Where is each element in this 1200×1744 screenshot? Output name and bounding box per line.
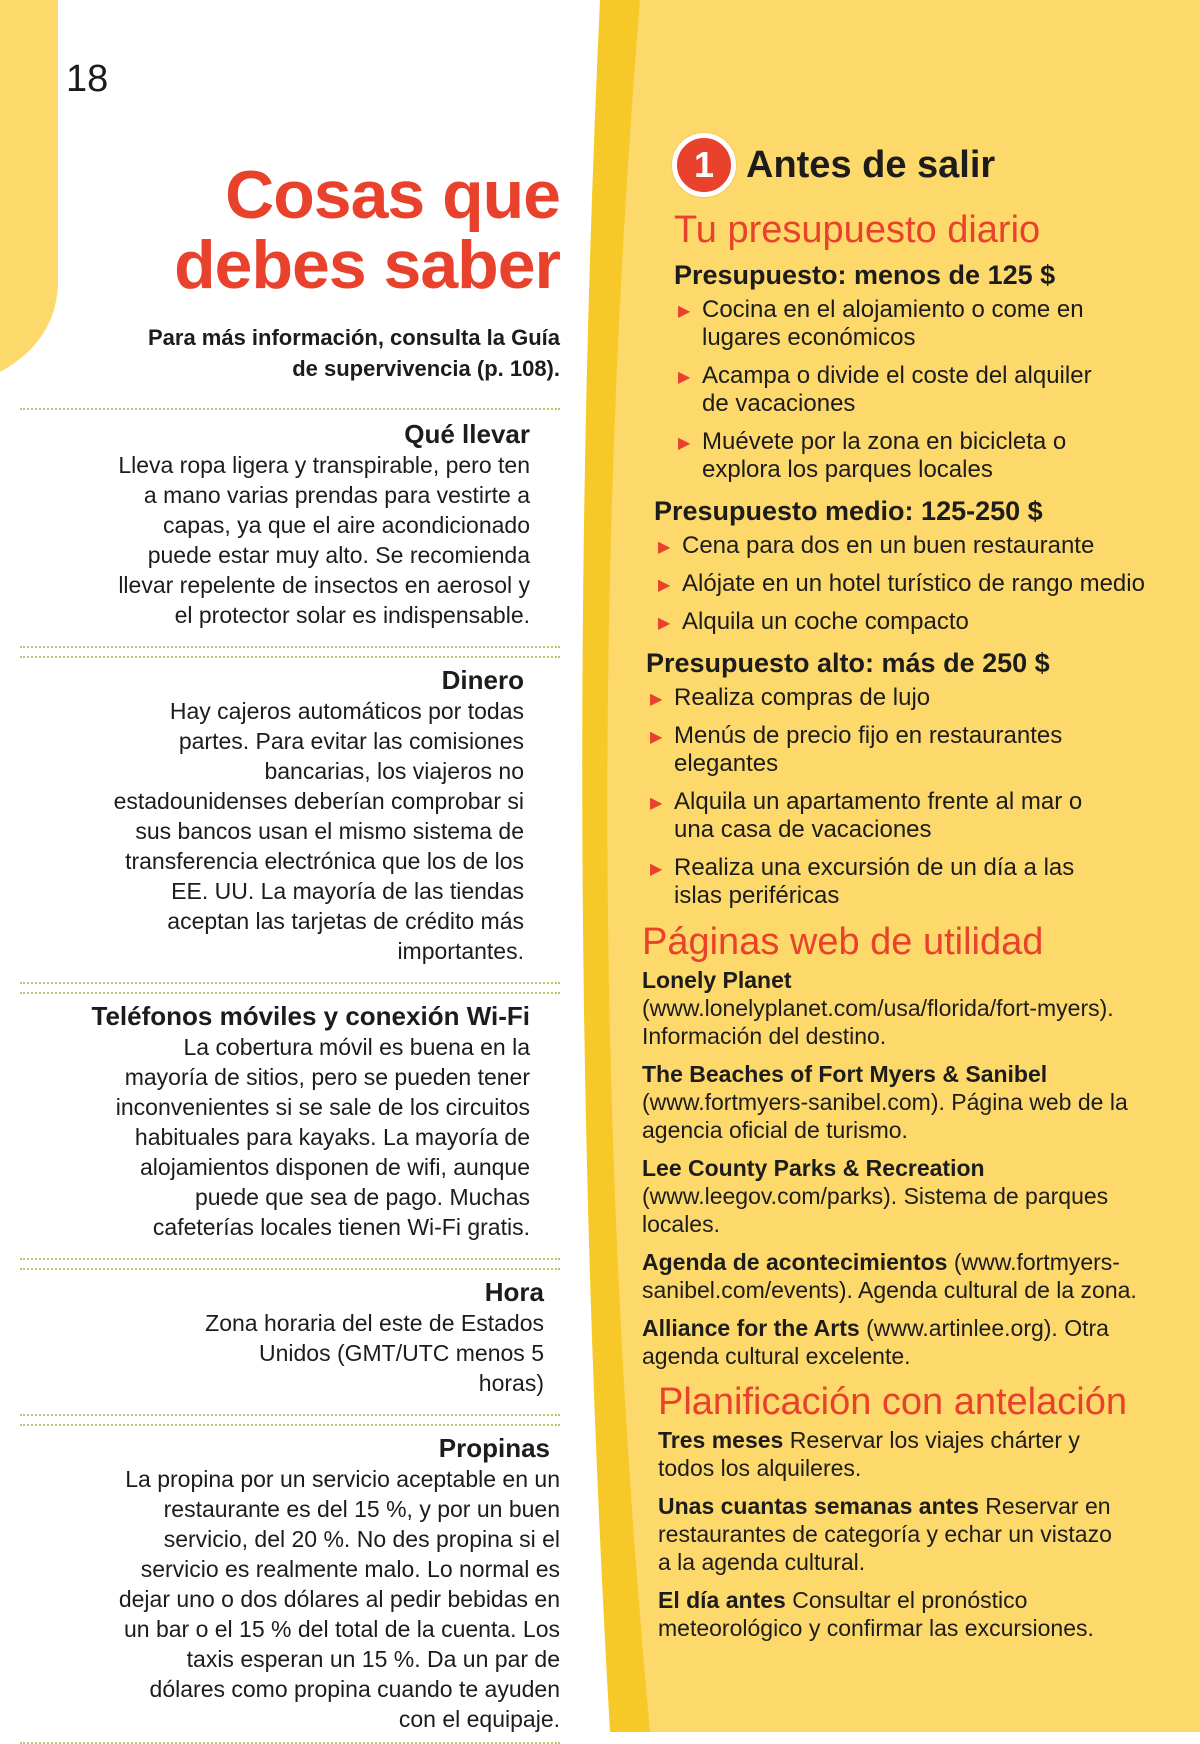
tip-heading: Hora xyxy=(484,1277,544,1307)
planning-item xyxy=(658,1426,1130,1482)
website-item xyxy=(642,1060,1140,1144)
websites-title: Páginas web de utilidad xyxy=(642,921,1044,963)
list-item: ▶ Alquila un apartamento frente al mar o una casa de vacaciones xyxy=(646,788,1100,844)
planning-item xyxy=(658,1586,1130,1642)
tip-heading: Propinas xyxy=(438,1433,550,1463)
website-item xyxy=(642,1248,1140,1304)
intro-line-1: Para más información, consulta la Guía xyxy=(147,325,560,350)
website-name: Lonely Planet xyxy=(642,967,792,993)
tip-body: Zona horaria del este de Estados Unidos (GMT/UTC menos 5 horas) xyxy=(205,1310,544,1396)
dotted-divider xyxy=(20,1268,560,1270)
dotted-divider xyxy=(20,1258,560,1260)
website-name: Agenda de acontecimientos xyxy=(642,1249,948,1275)
budget-block-3 xyxy=(646,646,1160,910)
website-name: Lee County Parks & Recreation xyxy=(642,1155,985,1181)
tip-body: Hay cajeros automáticos por todas partes. Para evitar las comisiones bancarias, los viajeros no estadounidenses deberían comprobar si sus bancos usan el mismo sistema de transferencia electrónica que los de los EE. UU. La mayoría de las tiendas aceptan las tarjetas de crédito más importantes. xyxy=(113,698,524,964)
list-item: ▶ Cena para dos en un buen restaurante xyxy=(654,532,1160,560)
dotted-divider xyxy=(20,656,560,658)
website-item xyxy=(642,966,1140,1050)
dotted-divider xyxy=(20,408,560,410)
list-item: ▶ Cocina en el alojamiento o come en lugares económicos xyxy=(674,296,1100,352)
budget-block xyxy=(674,208,1160,484)
planning-desc: Reservar en restaurantes de categoría y echar un vistazo a la agenda cultural. xyxy=(658,1493,1112,1575)
tip-heading: Dinero xyxy=(441,665,524,695)
page-number: 18 xyxy=(66,58,109,100)
intro-text xyxy=(20,322,560,384)
list-item: ▶ Realiza una excursión de un día a las islas periféricas xyxy=(646,854,1100,910)
title-line-1: Cosas que xyxy=(225,157,560,233)
dotted-divider xyxy=(20,646,560,648)
right-column xyxy=(640,130,1160,1652)
tip-propinas xyxy=(20,1432,560,1734)
tip-heading: Teléfonos móviles y conexión Wi-Fi xyxy=(91,1001,530,1031)
section-header xyxy=(672,130,1160,200)
page-title xyxy=(20,157,560,303)
budget-low-list xyxy=(674,296,1160,484)
websites-block xyxy=(642,920,1160,1370)
title-line-2: debes saber xyxy=(174,227,560,303)
planning-name: Tres meses xyxy=(658,1427,784,1453)
budget-high-list xyxy=(646,684,1160,910)
budget-mid-list xyxy=(654,532,1160,636)
tip-telefonos xyxy=(20,1000,560,1242)
budget-mid-heading: Presupuesto medio: 125-250 $ xyxy=(654,496,1043,526)
budget-high-heading: Presupuesto alto: más de 250 $ xyxy=(646,648,1050,678)
budget-title: Tu presupuesto diario xyxy=(674,209,1041,251)
planning-desc: Consultar el pronóstico meteorológico y confirmar las excursiones. xyxy=(658,1587,1094,1641)
planning-desc: Reservar los viajes chárter y todos los alquileres. xyxy=(658,1427,1080,1481)
tip-hora xyxy=(20,1276,560,1398)
website-desc: (www.artinlee.org). Otra agenda cultural excelente. xyxy=(642,1315,1109,1369)
website-item xyxy=(642,1154,1140,1238)
website-item xyxy=(642,1314,1140,1370)
tip-body: La propina por un servicio aceptable en un restaurante es del 15 %, y por un buen servicio, del 20 %. No des propina si el servicio es realmente malo. Lo normal es dejar uno o dos dólares al pedir bebidas en un bar o el 15 % del total de la cuenta. Los taxis esperan un 15 %. Da un par de dólares como propina cuando te ayuden con el equipaje. xyxy=(118,1466,560,1732)
tip-que-llevar xyxy=(20,418,560,630)
intro-line-2: de supervivencia (p. 108). xyxy=(292,356,560,381)
website-desc: (www.lonelyplanet.com/usa/florida/fort-myers). Información del destino. xyxy=(642,995,1114,1049)
planning-block xyxy=(658,1380,1160,1642)
planning-name: El día antes xyxy=(658,1587,786,1613)
budget-low-heading: Presupuesto: menos de 125 $ xyxy=(674,260,1056,290)
website-desc: (www.fortmyers-sanibel.com). Página web de la agencia oficial de turismo. xyxy=(642,1089,1128,1143)
list-item: ▶ Acampa o divide el coste del alquiler de vacaciones xyxy=(674,362,1100,418)
left-column xyxy=(20,157,560,1744)
planning-name: Unas cuantas semanas antes xyxy=(658,1493,979,1519)
section-title: Antes de salir xyxy=(746,143,996,186)
dotted-divider xyxy=(20,1414,560,1416)
planning-item xyxy=(658,1492,1130,1576)
budget-block-2 xyxy=(654,494,1160,636)
dotted-divider xyxy=(20,982,560,984)
tip-body: La cobertura móvil es buena en la mayoría de sitios, pero se pueden tener inconvenientes si se sale de los circuitos habituales para kayaks. La mayoría de alojamientos disponen de wifi, aunque puede que sea de pago. Muchas cafeterías locales tienen Wi-Fi gratis. xyxy=(115,1034,530,1240)
tip-heading: Qué llevar xyxy=(404,419,530,449)
tip-body: Lleva ropa ligera y transpirable, pero ten a mano varias prendas para vestirte a capas, ya que el aire acondicionado puede estar muy alto. Se recomienda llevar repelente de insectos en aerosol y el protector solar es indispensable. xyxy=(118,452,530,628)
list-item: ▶ Alquila un coche compacto xyxy=(654,608,1160,636)
website-desc: (www.fortmyers-sanibel.com/events). Agenda cultural de la zona. xyxy=(642,1249,1137,1303)
planning-title: Planificación con antelación xyxy=(658,1381,1127,1423)
tip-dinero xyxy=(20,664,560,966)
dotted-divider xyxy=(20,992,560,994)
dotted-divider xyxy=(20,1424,560,1426)
list-item: ▶ Muévete por la zona en bicicleta o explora los parques locales xyxy=(674,428,1100,484)
website-name: Alliance for the Arts xyxy=(642,1315,860,1341)
website-desc: (www.leegov.com/parks). Sistema de parques locales. xyxy=(642,1183,1109,1237)
section-number-badge: 1 xyxy=(672,133,736,197)
website-name: The Beaches of Fort Myers & Sanibel xyxy=(642,1061,1048,1087)
list-item: ▶ Alójate en un hotel turístico de rango medio xyxy=(654,570,1160,598)
list-item: ▶ Menús de precio fijo en restaurantes elegantes xyxy=(646,722,1100,778)
list-item: ▶ Realiza compras de lujo xyxy=(646,684,1100,712)
